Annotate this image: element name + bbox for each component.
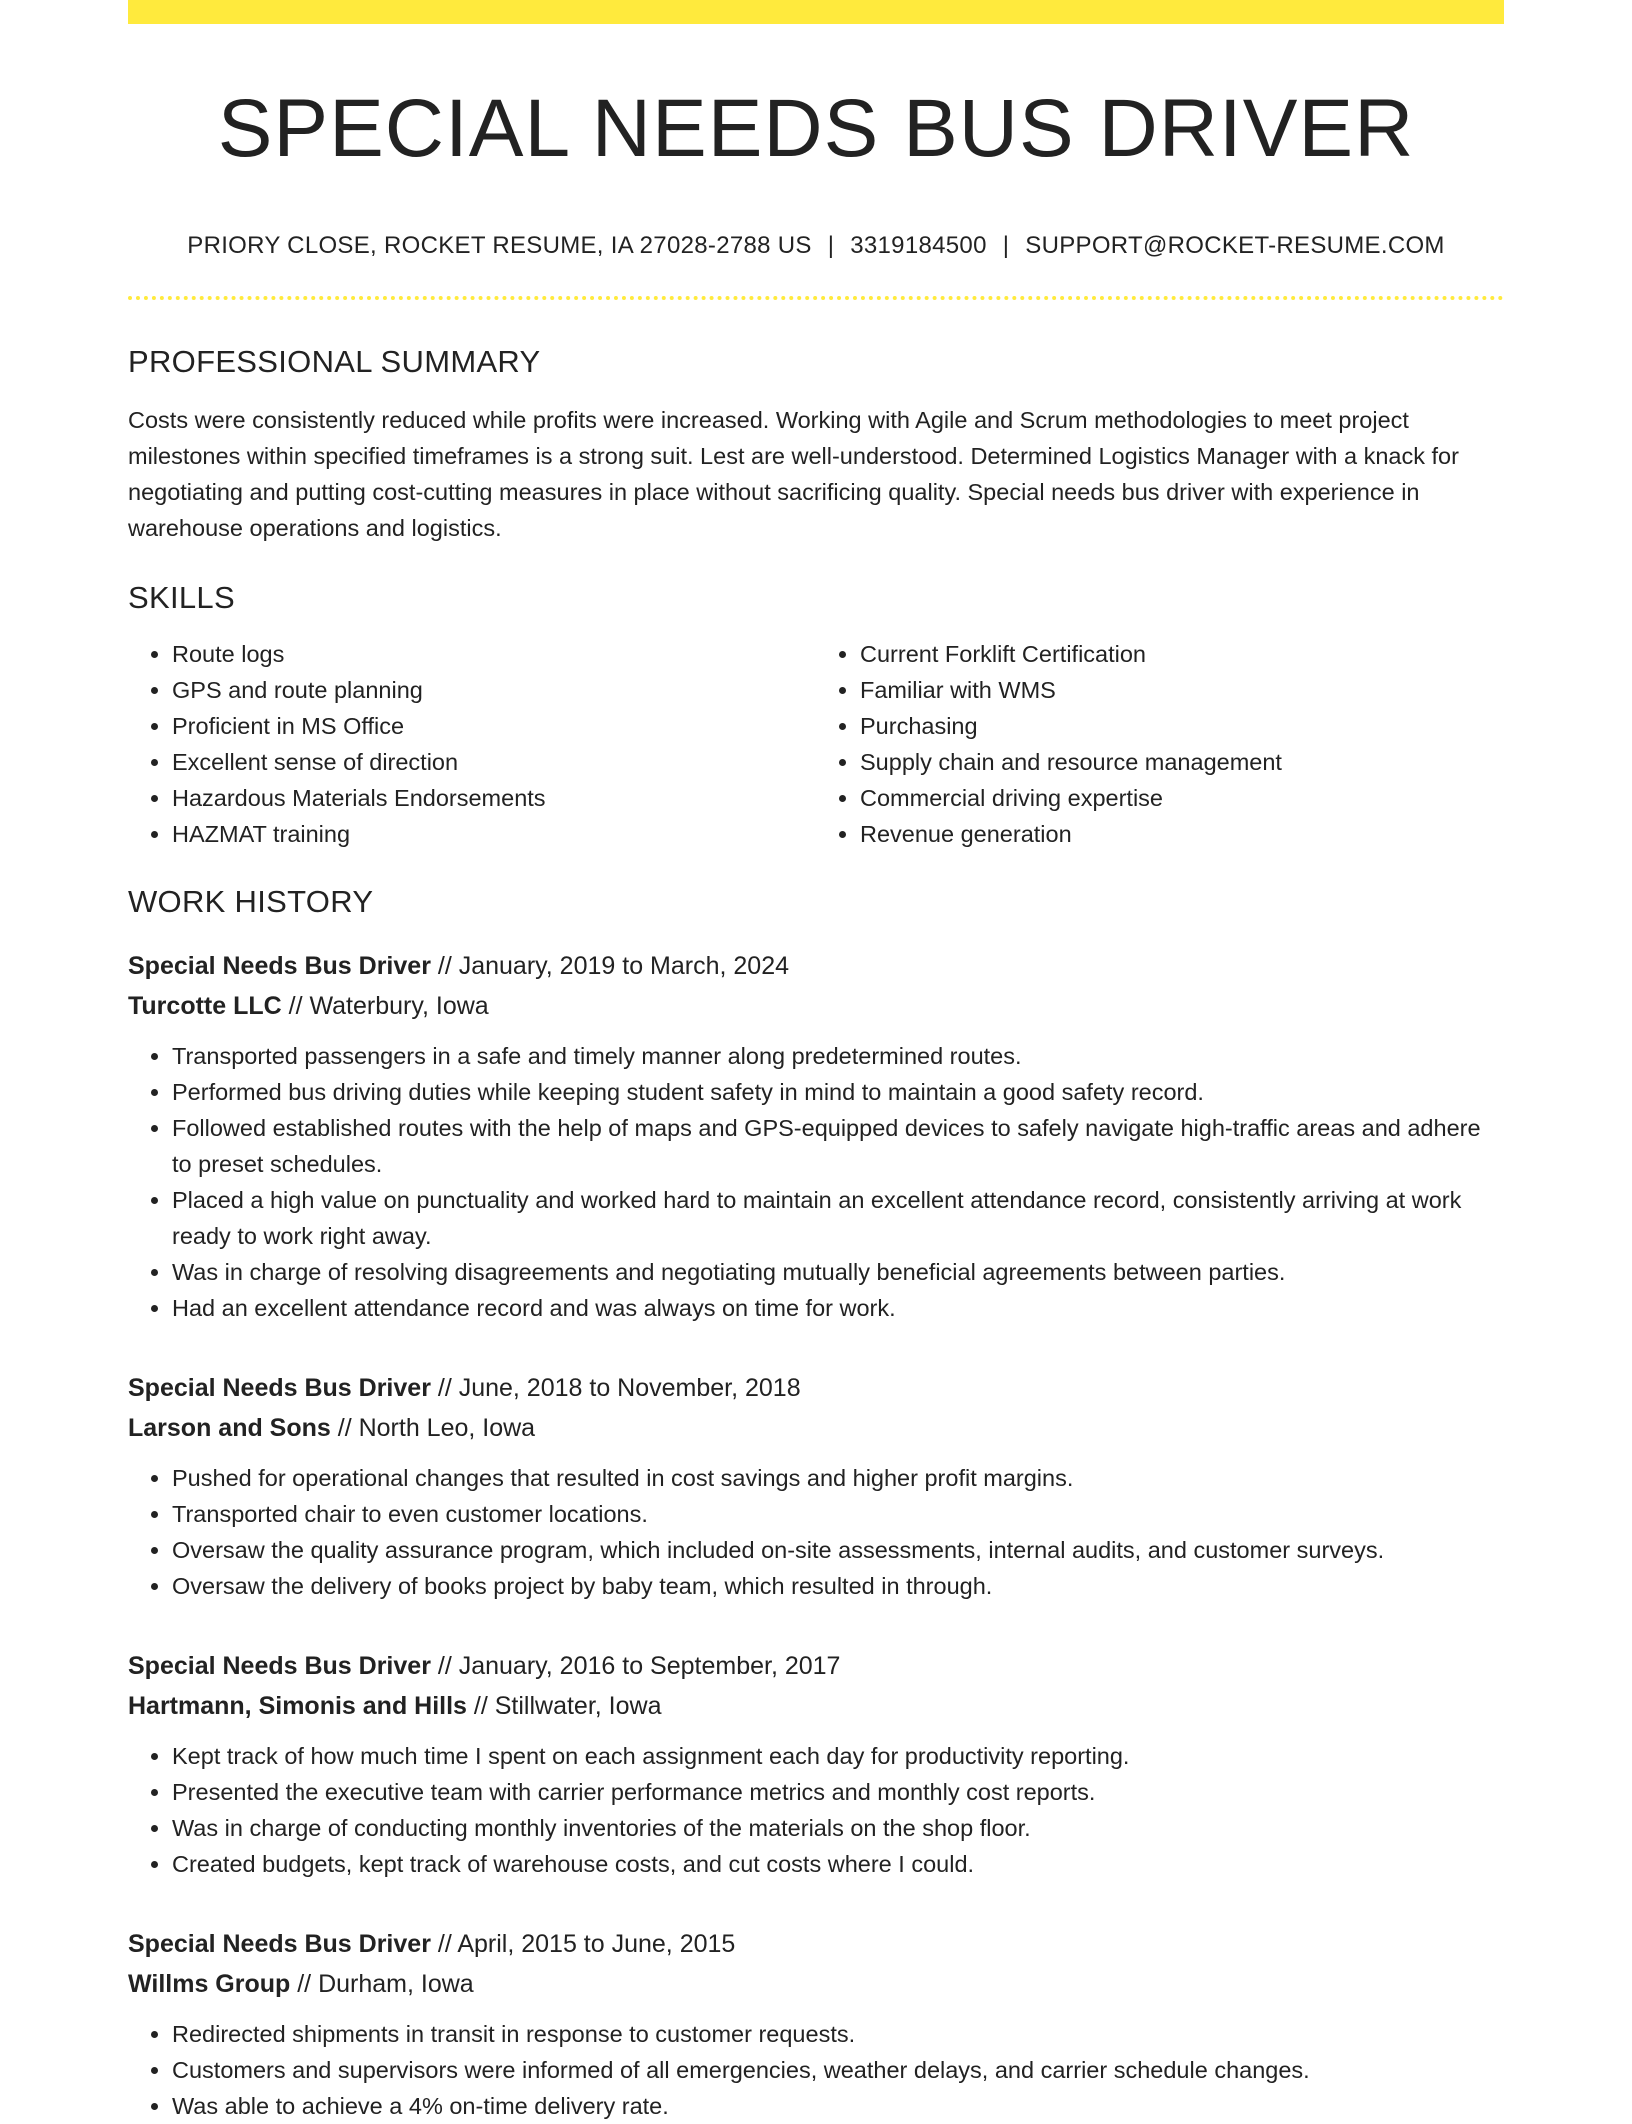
job-company-line <box>128 1686 1504 1726</box>
duty-item: • Performed bus driving duties while keeping student safety in mind to maintain a good safety record. <box>172 1074 1504 1110</box>
contact-line <box>128 232 1504 260</box>
job-title: Special Needs Bus Driver <box>128 1374 431 1403</box>
skill-item: • Purchasing <box>860 708 1504 744</box>
duty-item: • Pushed for operational changes that resulted in cost savings and higher profit margins. <box>172 1460 1504 1496</box>
job-company: Larson and Sons <box>128 1414 331 1443</box>
duty-item: • Presented the executive team with carrier performance metrics and monthly cost reports. <box>172 1774 1504 1810</box>
skill-item: • Route logs <box>172 636 816 672</box>
duty-item: • Placed a high value on punctuality and worked hard to maintain an excellent attendance record, consistently arriving at work ready to work right away. <box>172 1182 1504 1254</box>
skill-item: • Current Forklift Certification <box>860 636 1504 672</box>
skill-item: • Commercial driving expertise <box>860 780 1504 816</box>
job-company-line <box>128 986 1504 1026</box>
job-title-line <box>128 1646 1504 1686</box>
skills-heading: SKILLS <box>128 580 235 616</box>
duty-item: • Had an excellent attendance record and was always on time for work. <box>172 1290 1504 1326</box>
contact-separator: | <box>827 232 835 260</box>
summary-text: Costs were consistently reduced while profits were increased. Working with Agile and Scrum methodologies to meet project milestones within specified timeframes is a strong suit. Lest are well-understood. Determined Logistics Manager with a knack for negotiating and putting cost-cutting measures in place without sacrificing quality. Special needs bus driver with experience in warehouse operations and logistics. <box>128 407 1459 542</box>
job-location: // Waterbury, Iowa <box>281 992 489 1021</box>
contact-separator: | <box>1002 232 1010 260</box>
job-dates: // January, 2016 to September, 2017 <box>430 1652 841 1681</box>
job-entry <box>128 1924 1504 2124</box>
skills-column-right <box>816 636 1504 852</box>
work-history-heading: WORK HISTORY <box>128 884 374 920</box>
job-entry <box>128 1368 1504 1604</box>
job-location: // Durham, Iowa <box>290 1970 474 1999</box>
job-entry <box>128 1646 1504 1882</box>
duty-item: • Was able to achieve a 4% on-time delivery rate. <box>172 2088 1504 2124</box>
duty-item: • Transported chair to even customer locations. <box>172 1496 1504 1532</box>
duty-item: • Oversaw the delivery of books project by baby team, which resulted in through. <box>172 1568 1504 1604</box>
dotted-divider <box>128 296 1504 300</box>
resume-name: SPECIAL NEEDS BUS DRIVER <box>217 83 1415 174</box>
duty-item: • Customers and supervisors were informed of all emergencies, weather delays, and carrier schedule changes. <box>172 2052 1504 2088</box>
job-duties <box>128 1738 1504 1882</box>
job-entry <box>128 946 1504 1326</box>
job-dates: // January, 2019 to March, 2024 <box>430 952 790 981</box>
contact-email: SUPPORT@ROCKET-RESUME.COM <box>1025 232 1445 260</box>
job-duties <box>128 2016 1504 2124</box>
skills-grid <box>128 636 1504 852</box>
duty-item: • Was in charge of conducting monthly inventories of the materials on the shop floor. <box>172 1810 1504 1846</box>
job-duties <box>128 1038 1504 1326</box>
duty-item: • Was in charge of resolving disagreements and negotiating mutually beneficial agreements between parties. <box>172 1254 1504 1290</box>
contact-address: PRIORY CLOSE, ROCKET RESUME, IA 27028-2788 US <box>187 232 812 260</box>
job-title-line <box>128 1924 1504 1964</box>
job-title: Special Needs Bus Driver <box>128 952 431 981</box>
skill-item: • Supply chain and resource management <box>860 744 1504 780</box>
duty-item: • Created budgets, kept track of warehouse costs, and cut costs where I could. <box>172 1846 1504 1882</box>
job-duties <box>128 1460 1504 1604</box>
summary-heading: PROFESSIONAL SUMMARY <box>128 344 541 380</box>
skills-column-left <box>128 636 816 852</box>
job-location: // North Leo, Iowa <box>330 1414 536 1443</box>
job-title-line <box>128 946 1504 986</box>
skill-item: • Hazardous Materials Endorsements <box>172 780 816 816</box>
skill-item: • HAZMAT training <box>172 816 816 852</box>
job-company-line <box>128 1964 1504 2004</box>
duty-item: • Redirected shipments in transit in response to customer requests. <box>172 2016 1504 2052</box>
job-company: Turcotte LLC <box>128 992 282 1021</box>
skill-item: • Familiar with WMS <box>860 672 1504 708</box>
job-title: Special Needs Bus Driver <box>128 1930 431 1959</box>
skill-item: • Revenue generation <box>860 816 1504 852</box>
duty-item: • Oversaw the quality assurance program, which included on-site assessments, internal audits, and customer surveys. <box>172 1532 1504 1568</box>
skill-item: • Proficient in MS Office <box>172 708 816 744</box>
job-title-line <box>128 1368 1504 1408</box>
job-dates: // June, 2018 to November, 2018 <box>430 1374 801 1403</box>
accent-top-bar <box>128 0 1504 24</box>
resume-page <box>128 0 1504 2124</box>
duty-item: • Kept track of how much time I spent on each assignment each day for productivity reporting. <box>172 1738 1504 1774</box>
contact-phone: 3319184500 <box>850 232 987 260</box>
duty-item: • Transported passengers in a safe and timely manner along predetermined routes. <box>172 1038 1504 1074</box>
job-company: Hartmann, Simonis and Hills <box>128 1692 467 1721</box>
skill-item: • GPS and route planning <box>172 672 816 708</box>
job-company-line <box>128 1408 1504 1448</box>
job-dates: // April, 2015 to June, 2015 <box>430 1930 736 1959</box>
duty-item: • Followed established routes with the help of maps and GPS-equipped devices to safely navigate high-traffic areas and adhere to preset schedules. <box>172 1110 1504 1182</box>
job-company: Willms Group <box>128 1970 291 1999</box>
job-title: Special Needs Bus Driver <box>128 1652 431 1681</box>
job-location: // Stillwater, Iowa <box>466 1692 662 1721</box>
skill-item: • Excellent sense of direction <box>172 744 816 780</box>
